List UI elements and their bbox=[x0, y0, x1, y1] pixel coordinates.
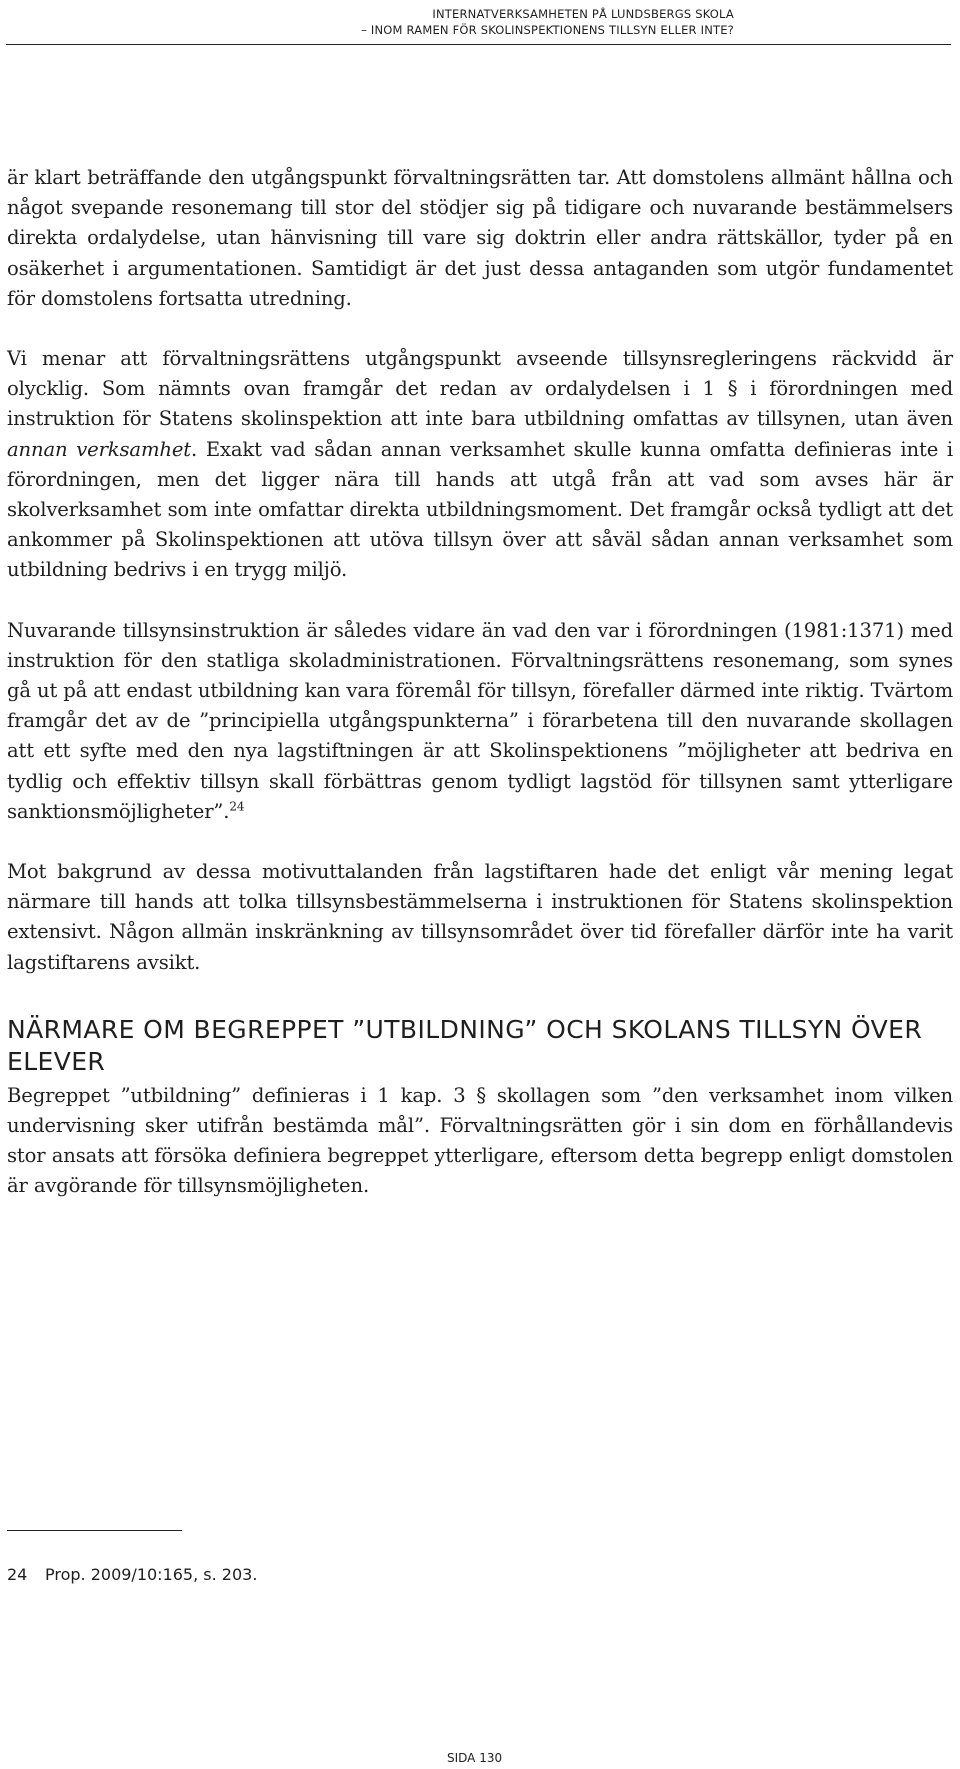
paragraph-3-text: Nuvarande tillsynsinstruktion är således vidare än vad den var i förordningen (1981:1371) med instruktion för den statliga skoladministrationen. Förvaltningsrättens resonemang, som synes gå ut på att endast utbildning kan vara föremål för tillsyn, förefaller därmed inte riktig. Tvärtom framgår det av de ”principiella utgångspunkterna” i förarbetena till den nuvarande skollagen att ett syfte med den nya lagstiftningen är att Skolinspektionens ”möjligheter att bedriva en tydlig och effektiv tillsyn skall förbättras genom tydligt lagstöd för tillsynen samt ytterligare sanktionsmöjligheter”. bbox=[7, 618, 954, 823]
paragraph-5: Begreppet ”utbildning” definieras i 1 kap. 3 § skollagen som ”den verksamhet inom vilken undervisning sker utifrån bestämda mål”. Förvaltningsrätten gör i sin dom en förhållandevis stor ansats att försöka definiera begreppet ytterligare, eftersom detta begrepp enligt domstolen är avgörande för tillsynsmöjligheten. bbox=[7, 1083, 953, 1198]
header-divider bbox=[6, 44, 951, 45]
page-number: SIDA 130 bbox=[447, 1751, 503, 1765]
footnote-divider bbox=[7, 1530, 182, 1531]
paragraph-2 bbox=[7, 344, 953, 586]
footnote-reference[interactable]: 24 bbox=[229, 799, 245, 814]
section-heading: NÄRMARE OM BEGREPPET ”UTBILDNING” OCH SKOLANS TILLSYN ÖVER ELEVER bbox=[7, 1014, 923, 1076]
paragraph-4: Mot bakgrund av dessa motivuttalanden från lagstiftaren hade det enligt vår mening legat närmare till hands att tolka tillsynsbestämmelserna i instruktionen för Statens skolinspektion extensivt. Någon allmän inskränkning av tillsynsområdet över tid förefaller därför inte ha varit lagstiftarens avsikt. bbox=[7, 860, 953, 974]
paragraph-2-text-end: . Exakt vad sådan annan verksamhet skulle kunna omfatta definieras inte i förordningen, men det ligger nära till hands att utgå från att vad som avses här är skolverksamhet som inte omfattar direkta utbildningsmoment. Det framgår också tydligt att det ankommer på Skolinspektionen att utöva tillsyn över att såväl sådan annan verksamhet som utbildning bedrivs i en trygg miljö. bbox=[7, 437, 954, 582]
running-header-subtitle: – INOM RAMEN FÖR SKOLINSPEKTIONENS TILLSYN ELLER INTE? bbox=[361, 23, 734, 37]
paragraph-2-emphasis: annan verksamhet bbox=[7, 437, 192, 461]
paragraph-1: är klart beträffande den utgångspunkt förvaltningsrätten tar. Att domstolens allmänt hållna och något svepande resonemang till stor del stödjer sig på tidigare och nuvarande bestämmelsers direkta ordalydelse, utan hänvisning till vare sig doktrin eller andra rättskällor, tyder på en osäkerhet i argumentationen. Samtidigt är det just dessa antaganden som utgör fundamentet för domstolens fortsatta utredning. bbox=[7, 166, 953, 310]
body-text bbox=[7, 163, 953, 1202]
footnote-number: 24 bbox=[7, 1565, 28, 1584]
footnote-text: Prop. 2009/10:165, s. 203. bbox=[45, 1565, 258, 1584]
paragraph-3 bbox=[7, 616, 953, 827]
paragraph-2-text-start: Vi menar att förvaltningsrättens utgångspunkt avseende tillsynsregleringens räckvidd är olycklig. Som nämnts ovan framgår det redan av ordalydelsen i 1 § i förordningen med instruktion för Statens skolinspektion att inte bara utbildning omfattas av tillsynen, utan även bbox=[7, 347, 953, 431]
running-header-title: INTERNATVERKSAMHETEN PÅ LUNDSBERGS SKOLA bbox=[432, 7, 734, 21]
footnote bbox=[7, 1565, 257, 1585]
running-header bbox=[361, 6, 734, 38]
